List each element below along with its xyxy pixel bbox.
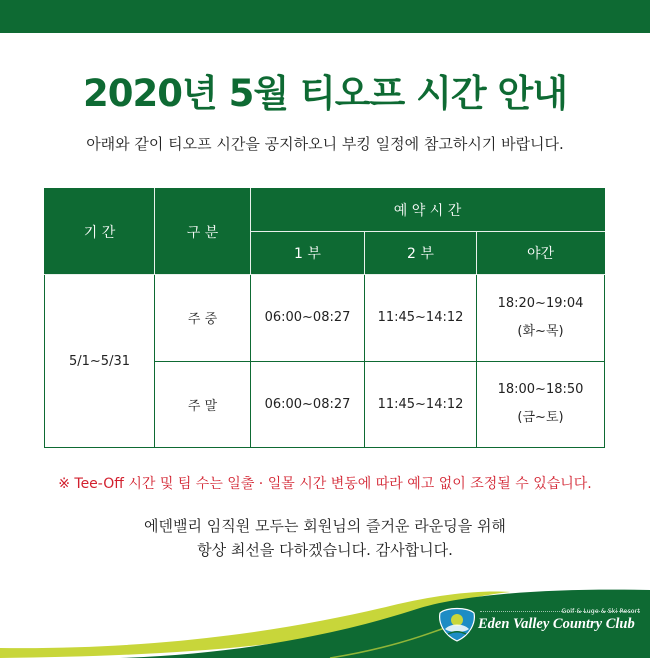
period-cell: 5/1~5/31 — [45, 275, 155, 448]
night-days: (화~목) — [517, 323, 564, 339]
part-2-time-cell: 11:45~14:12 — [365, 361, 477, 448]
logo-name: Eden Valley Country Club — [478, 616, 635, 632]
header-reservation-time: 예 약 시 간 — [251, 189, 605, 232]
header-category: 구 분 — [155, 189, 251, 275]
part-1-time-cell: 06:00~08:27 — [251, 275, 365, 362]
header-period: 기 간 — [45, 189, 155, 275]
logo-subtitle: Golf & Luge & Ski Resort — [561, 608, 640, 615]
closing-line-2: 항상 최선을 다하겠습니다. 감사합니다. — [197, 541, 453, 559]
notice-text: ※ Tee-Off 시간 및 팀 수는 일출 · 일몰 시간 변동에 따라 예고 없이 조정될 수 있습니다. — [58, 476, 592, 492]
tee-off-schedule-table — [44, 188, 605, 448]
intro-text: 아래와 같이 티오프 시간을 공지하오니 부킹 일정에 참고하시기 바랍니다. — [86, 135, 564, 153]
eden-valley-emblem-icon — [436, 607, 478, 643]
night-time-cell — [477, 361, 605, 448]
closing-message — [0, 514, 650, 562]
night-time: 18:20~19:04 — [497, 295, 584, 311]
header-part-1: 1 부 — [251, 232, 365, 275]
category-cell: 주 말 — [155, 361, 251, 448]
header-night: 야간 — [477, 232, 605, 275]
closing-line-1: 에덴밸리 임직원 모두는 회원님의 즐거운 라운딩을 위해 — [144, 517, 506, 535]
night-days: (금~토) — [517, 410, 564, 426]
logo-dotted-rule — [480, 611, 640, 612]
night-time: 18:00~18:50 — [497, 382, 584, 398]
top-banner-bar — [0, 0, 650, 33]
category-cell: 주 중 — [155, 275, 251, 362]
table-row-weekday — [45, 275, 605, 362]
part-2-time-cell: 11:45~14:12 — [365, 275, 477, 362]
part-1-time-cell: 06:00~08:27 — [251, 361, 365, 448]
header-part-2: 2 부 — [365, 232, 477, 275]
night-time-cell — [477, 275, 605, 362]
page-title: 2020년 5월 티오프 시간 안내 — [83, 72, 567, 115]
